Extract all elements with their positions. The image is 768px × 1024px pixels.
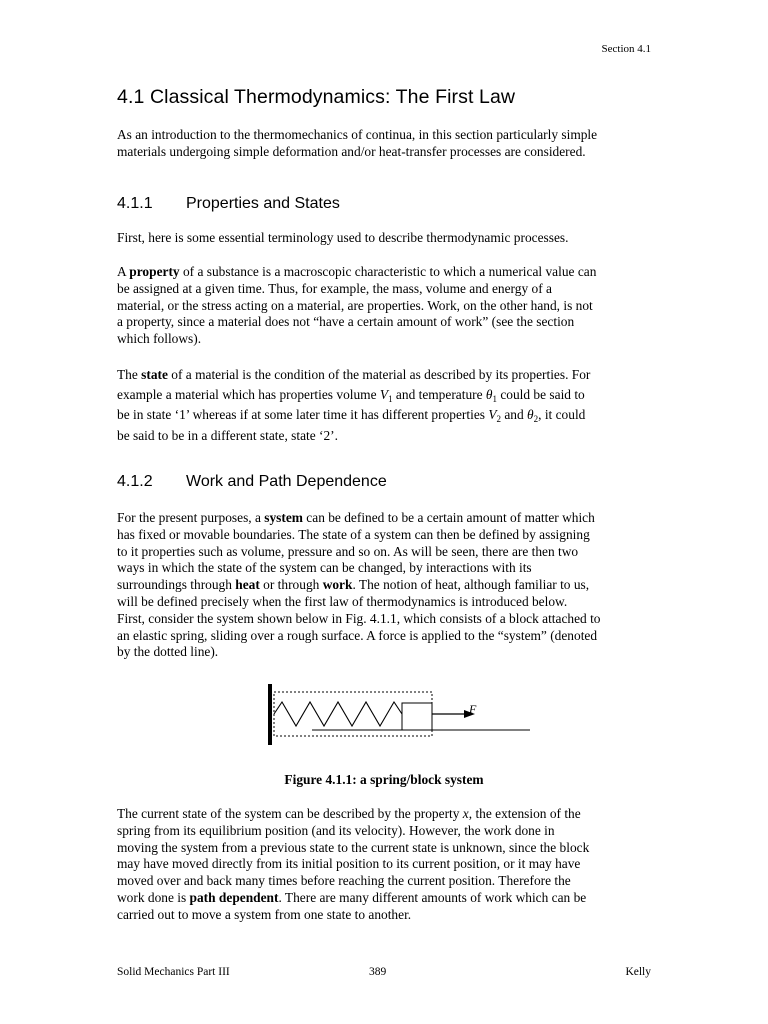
state-paragraph: The state of a material is the condition of the material as described by its properties. For example a material which has properties volume $V_1$ and temperature $\theta_1$ could be said to be in state ‘1’ whereas if at some later time it has different properties $V_2$ and $\theta_2$, it could be said to be in a different state, state ‘2’. xyxy=(117,367,591,443)
force-label: F xyxy=(469,702,477,716)
system-paragraph: For the present purposes, a system can be defined to be a certain amount of matter which has fixed or movable boundaries. The state of a system can then be defined by assigning to it properties such as volume, pressure and so on. As will be seen, there are then two ways in which the state of the system can be changed, by interactions with its surroundings through heat or through work. The notion of heat, although familiar to us, will be defined precisely when the first law of thermodynamics is introduced below. First, consider the system shown below in Fig. 4.1.1, which consists of a block attached to an elastic spring, sliding over a rough surface. A force is applied to the “system” (denoted by the dotted line). xyxy=(117,510,601,660)
fixed-wall xyxy=(268,684,272,745)
block xyxy=(402,703,432,730)
footer-left: Solid Mechanics Part III xyxy=(117,966,230,978)
terminology-paragraph: First, here is some essential terminology used to describe thermodynamic processes. xyxy=(117,230,569,245)
running-header: Section 4.1 xyxy=(601,43,651,55)
term-state: state xyxy=(141,367,168,382)
footer-right: Kelly xyxy=(625,966,651,978)
term-heat: heat xyxy=(235,577,260,593)
property-paragraph: A property of a substance is a macroscopic characteristic to which a numerical value can be assigned at a given time. Thus, for example, the mass, volume and energy of a material, or the stress acting on a material, are properties. Work, on the other hand, is not a property, since a material does not “have a certain amount of work” (see the section which follows). xyxy=(117,264,597,347)
section-title xyxy=(117,86,515,109)
figure-caption: Figure 4.1.1: a spring/block system xyxy=(284,772,484,787)
section-title-number: 4.1 xyxy=(117,86,145,108)
subsection-heading-properties: 4.1.1 Properties and States xyxy=(117,195,340,212)
subsection-heading-work: 4.1.2 Work and Path Dependence xyxy=(117,473,387,490)
page-number: 389 xyxy=(369,966,387,978)
spring xyxy=(274,702,402,726)
term-property: property xyxy=(129,264,180,279)
term-work: work xyxy=(322,577,353,593)
term-system: system xyxy=(264,510,303,525)
term-path-dependent: path dependent xyxy=(189,889,279,905)
path-dependence-paragraph: The current state of the system can be described by the property x, the extension of the spring from its equilibrium position (and its velocity). However, the work done in moving the system from a previous state to the current state is unknown, since the block may have moved directly from its initial position to its current position, or it may have moved over and back many times before reaching the current position. Therefore the work done is path dependent. There are many different amounts of work which can be carried out to move a system from one state to another. xyxy=(117,806,590,922)
section-title-text: Classical Thermodynamics: The First Law xyxy=(149,86,516,108)
intro-paragraph: As an introduction to the thermomechanics of continua, in this section particularly simple materials undergoing simple deformation and/or heat-transfer processes are considered. xyxy=(117,127,598,159)
spring-block-figure xyxy=(262,680,542,752)
